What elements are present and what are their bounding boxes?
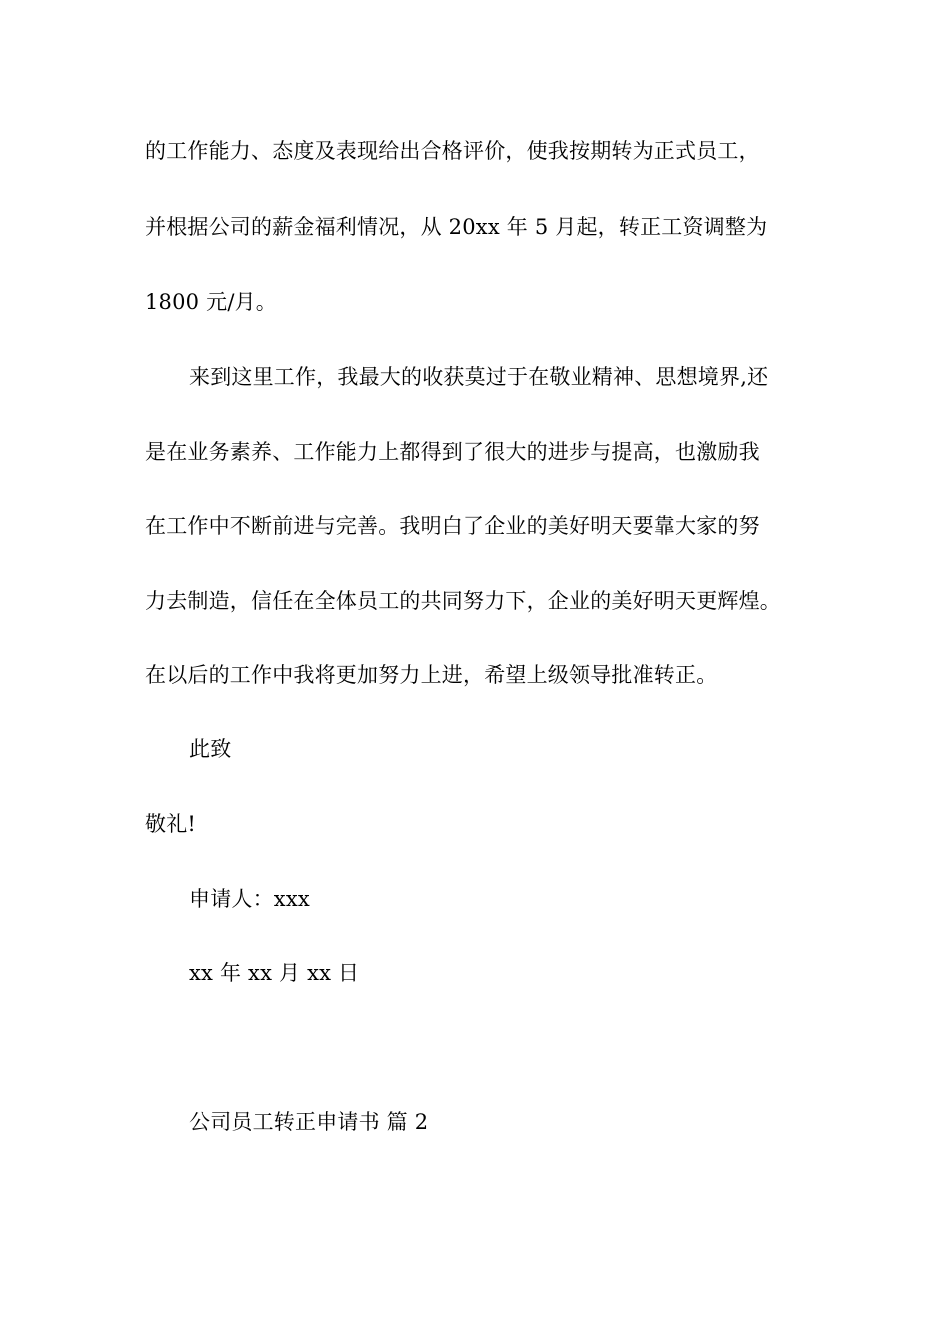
body-line-5: 是在业务素养、工作能力上都得到了很大的进步与提高，也激励我 bbox=[145, 440, 760, 464]
closing-line: 此致 bbox=[189, 737, 232, 761]
next-section-heading: 公司员工转正申请书 篇 2 bbox=[189, 1110, 429, 1134]
body-line-2: 并根据公司的薪金福利情况，从 20xx 年 5 月起，转正工资调整为 bbox=[145, 215, 768, 239]
date-line: xx 年 xx 月 xx 日 bbox=[189, 961, 360, 985]
body-line-6: 在工作中不断前进与完善。我明白了企业的美好明天要靠大家的努 bbox=[145, 514, 760, 538]
body-line-3: 1800 元/月。 bbox=[145, 290, 277, 314]
body-line-7: 力去制造，信任在全体员工的共同努力下，企业的美好明天更辉煌。 bbox=[145, 589, 781, 613]
salute-line: 敬礼! bbox=[145, 812, 197, 836]
body-line-8: 在以后的工作中我将更加努力上进，希望上级领导批准转正。 bbox=[145, 663, 718, 687]
body-line-1: 的工作能力、态度及表现给出合格评价，使我按期转为正式员工， bbox=[145, 139, 760, 163]
body-line-4: 来到这里工作，我最大的收获莫过于在敬业精神、思想境界,还 bbox=[189, 365, 769, 389]
applicant-line: 申请人：xxx bbox=[189, 887, 310, 911]
